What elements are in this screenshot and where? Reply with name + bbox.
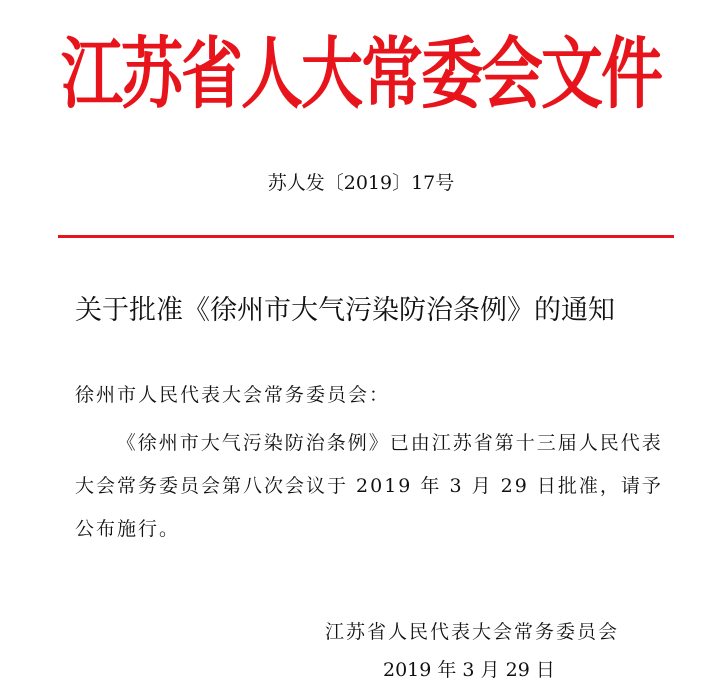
signature: 江苏省人民代表大会常务委员会 xyxy=(325,621,620,643)
notice-title: 关于批准《徐州市大气污染防治条例》的通知 xyxy=(75,295,615,326)
issue-date: 2019 年 3 月 29 日 xyxy=(383,659,555,681)
red-divider xyxy=(58,235,674,238)
document-header-title: 江苏省人大常委会文件 xyxy=(60,28,661,120)
body-paragraph: 《徐州市大气污染防治条例》已由江苏省第十三届人民代表大会常务委员会第八次会议于 2019 年 3 月 29 日批准，请予公布施行。 xyxy=(75,432,663,540)
document-number: 苏人发〔2019〕17号 xyxy=(267,172,455,194)
salutation: 徐州市人民代表大会常务委员会： xyxy=(75,384,391,406)
